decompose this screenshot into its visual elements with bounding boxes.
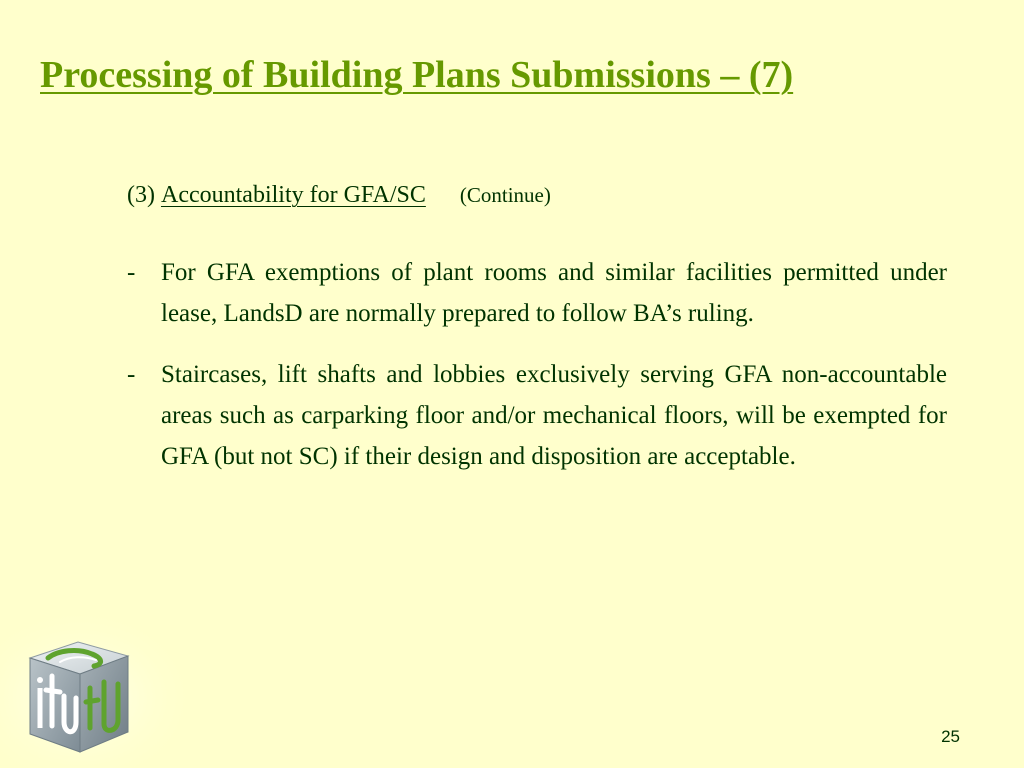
bullet-marker: -	[127, 259, 136, 286]
bullet-text: Staircases, lift shafts and lobbies exclusively serving GFA non-accountable areas such as carparking floor and/or mechanical floors, will be exempted for GFA (but not SC) if their design and disposition are acceptable.	[161, 361, 947, 470]
section-number: (3)	[127, 182, 155, 208]
bullet-text: For GFA exemptions of plant rooms and similar facilities permitted under lease, LandsD are normally prepared to follow BA’s ruling.	[161, 259, 947, 327]
bullet-item	[127, 252, 947, 334]
section-topic: Accountability for GFA/SC	[160, 182, 426, 208]
section-heading	[127, 178, 551, 212]
bullet-item	[127, 354, 947, 477]
cube-logo-icon	[0, 612, 200, 768]
bullet-marker: -	[127, 361, 136, 388]
slide-title: Processing of Building Plans Submissions – (7)	[40, 54, 794, 96]
section-continuation: (Continue)	[459, 183, 551, 207]
bullet-list	[127, 252, 947, 497]
page-number: 25	[941, 727, 960, 746]
